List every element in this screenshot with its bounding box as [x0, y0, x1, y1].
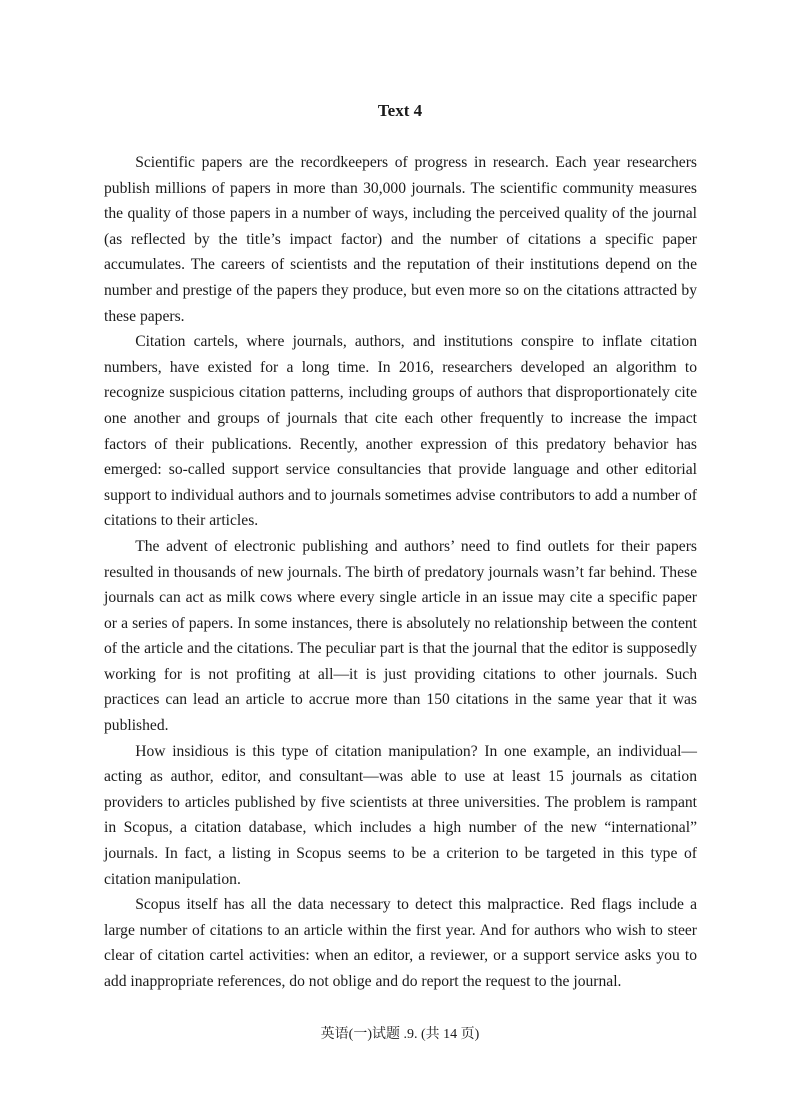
passage-body [104, 150, 697, 995]
passage-paragraph-5: Scopus itself has all the data necessary to detect this malpractice. Red flags include a large number of citations to an article within the first year. And for authors who wish to steer clear of citation cartel activities: when an editor, a reviewer, or a support service asks you to add inappropriate references, do not oblige and do report the request to the journal. [104, 896, 697, 990]
passage-paragraph-3: The advent of electronic publishing and authors’ need to find outlets for their papers resulted in thousands of new journals. The birth of predatory journals wasn’t far behind. These journals can act as milk cows where every single article in an issue may cite a specific paper or a series of papers. In some instances, there is absolutely no relationship between the content of the article and the citations. The peculiar part is that the journal that the editor is supposedly working for is not profiting at all—it is just providing citations to other journals. Such practices can lead an article to accrue more than 150 citations in the same year that it was published. [104, 537, 697, 735]
page-footer: 英语(一)试题 .9. (共 14 页) [320, 1027, 480, 1042]
passage-paragraph-1: Scientific papers are the recordkeepers of progress in research. Each year researchers publish millions of papers in more than 30,000 journals. The scientific community measures the quality of those papers in a number of ways, including the perceived quality of the journal (as reflected by the title’s impact factor) and the number of citations a specific paper accumulates. The careers of scientists and the reputation of their institutions depend on the number and prestige of the papers they produce, but even more so on the citations attracted by these papers. [104, 154, 697, 325]
text-title: Text 4 [377, 101, 423, 120]
passage-paragraph-2: Citation cartels, where journals, authors, and institutions conspire to inflate citation numbers, have existed for a long time. In 2016, researchers developed an algorithm to recognize suspicious citation patterns, including groups of authors that disproportionately cite one another and groups of journals that cite each other frequently to increase the impact factors of their publications. Recently, another expression of this predatory behavior has emerged: so-called support service consultancies that provide language and other editorial support to individual authors and to journals sometimes advise contributors to add a number of citations to their articles. [104, 333, 697, 530]
passage-paragraph-4: How insidious is this type of citation manipulation? In one example, an individual—acting as author, editor, and consultant—was able to use at least 15 journals as citation providers to articles published by five scientists at three universities. The problem is rampant in Scopus, a citation database, which includes a high number of the new “international” journals. In fact, a listing in Scopus seems to be a criterion to be targeted in this type of citation manipulation. [104, 742, 697, 888]
